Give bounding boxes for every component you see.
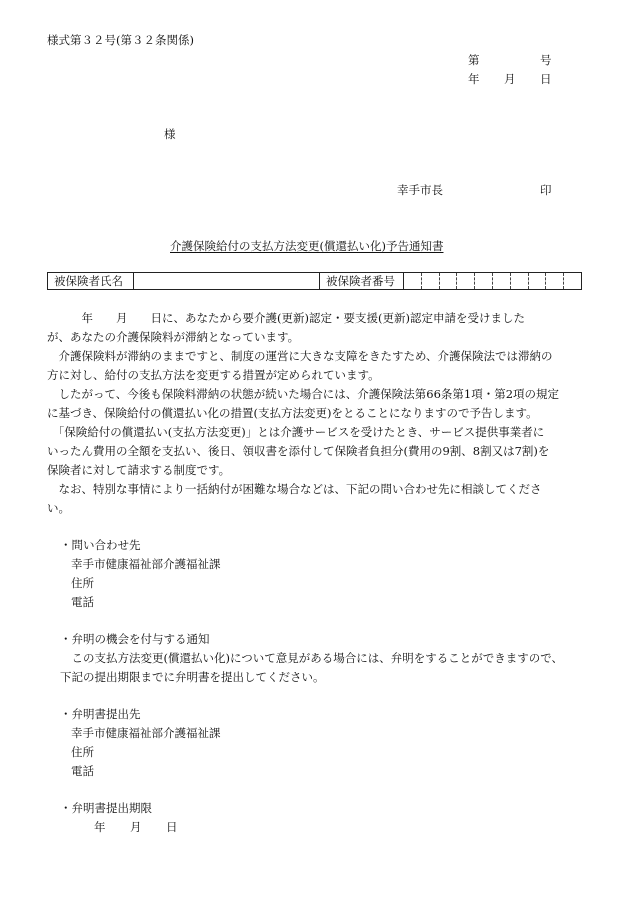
insured-name-field[interactable] [134,273,320,290]
submit-to-department: 幸手市健康福祉部介護福祉課 [71,726,221,740]
insured-number-digit[interactable] [510,273,528,290]
insured-info-table [47,272,582,290]
contact-heading: ・問い合わせ先 [60,538,141,552]
insured-number-digit[interactable] [404,273,422,290]
hearing-heading: ・弁明の機会を付与する通知 [60,632,210,646]
submit-to-heading: ・弁明書提出先 [60,707,141,721]
seal-mark: 印 [540,183,552,197]
issue-date-month: 月 [504,72,516,86]
body-line-2: が、あなたの介護保険料が滞納となっています。 [47,330,300,344]
deadline-heading: ・弁明書提出期限 [60,801,152,815]
deadline-year: 年 [94,820,106,834]
body-line-3: 介護保険料が滞納のままですと、制度の運営に大きな支障をきたすため、介護保険法では滞納の [47,349,553,363]
sender-name: 幸手市長 [397,183,443,197]
insured-number-digit[interactable] [546,273,564,290]
deadline-day: 日 [166,820,178,834]
insured-number-digit[interactable] [528,273,546,290]
hearing-line-2: 下記の提出期限までに弁明書を提出してください。 [60,670,325,684]
document-number-prefix: 第 [468,53,480,67]
body-line-6: に基づき、保険給付の償還払い化の措置(支払方法変更)をとることになりますので予告します。 [47,406,538,420]
contact-department: 幸手市健康福祉部介護福祉課 [71,557,221,571]
hearing-line-1: この支払方法変更(償還払い化)について意見がある場合には、弁明をすることができますので、 [60,651,564,665]
deadline-month: 月 [130,820,142,834]
body-line-1: 年 月 日に、あなたから要介護(更新)認定・要支援(更新)認定申請を受けました [47,311,525,325]
contact-phone-label: 電話 [71,595,94,609]
insured-number-digit[interactable] [439,273,457,290]
body-line-4: 方に対し、給付の支払方法を変更する措置が定められています。 [47,368,380,382]
document-title: 介護保険給付の支払方法変更(償還払い化)予告通知書 [170,239,444,253]
body-line-5: したがって、今後も保険料滞納の状態が続いた場合には、介護保険法第66条第1項・第2項の規定 [47,387,560,401]
body-line-11: い。 [47,501,70,515]
form-number: 様式第３２号(第３２条関係) [47,33,194,47]
insured-name-label: 被保険者氏名 [48,273,134,290]
body-line-8: いったん費用の全額を支払い、後日、領収書を添付して保険者負担分(費用の9割、8割又は7割)を [47,444,550,458]
contact-address-label: 住所 [71,576,94,590]
insured-number-digit[interactable] [564,273,582,290]
submit-to-phone-label: 電話 [71,764,94,778]
submit-to-address-label: 住所 [71,745,94,759]
issue-date-year: 年 [468,72,480,86]
insured-number-digit[interactable] [421,273,439,290]
insured-number-digit[interactable] [492,273,510,290]
insured-number-digit[interactable] [475,273,493,290]
document-number-suffix: 号 [540,53,552,67]
insured-number-digit[interactable] [457,273,475,290]
body-line-7: 「保険給付の償還払い(支払方法変更)」とは介護サービスを受けたとき、サービス提供事業者に [47,425,545,439]
insured-number-label: 被保険者番号 [320,273,404,290]
addressee-honorific: 様 [164,127,176,141]
body-line-10: なお、特別な事情により一括納付が困難な場合などは、下記の問い合わせ先に相談してくださ [47,482,542,496]
issue-date-day: 日 [540,72,552,86]
body-line-9: 保険者に対して請求する制度です。 [47,463,231,477]
